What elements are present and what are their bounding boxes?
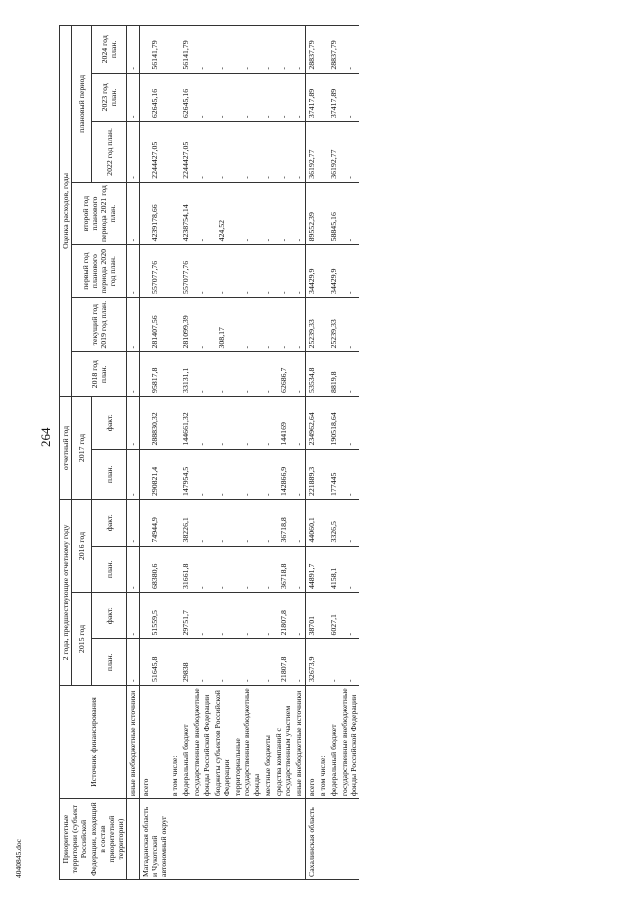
value-cell: 308,17 bbox=[212, 297, 232, 352]
value-cell: 56141,79 bbox=[139, 26, 169, 74]
value-cell bbox=[169, 182, 180, 245]
value-cell: - bbox=[328, 639, 339, 685]
value-cell: - bbox=[339, 182, 359, 245]
table-row bbox=[305, 26, 317, 880]
value-cell: 33131,1 bbox=[180, 352, 191, 396]
header-source: Источник финансирования bbox=[60, 685, 127, 798]
value-cell: - bbox=[191, 639, 211, 685]
header-estimate: Оценка расходов, годы bbox=[60, 26, 72, 397]
value-cell: - bbox=[339, 396, 359, 449]
value-cell: 142866,9 bbox=[273, 449, 293, 500]
value-cell bbox=[317, 546, 328, 592]
value-cell bbox=[317, 73, 328, 122]
value-cell: - bbox=[273, 73, 293, 122]
header-plan: план. bbox=[92, 639, 127, 685]
source-cell: средства компаний с государственным участием bbox=[273, 685, 293, 798]
header-fact: факт. bbox=[92, 396, 127, 449]
value-cell: - bbox=[339, 352, 359, 396]
source-cell: федеральный бюджет bbox=[328, 685, 339, 798]
territory-cell: Магаданская область и Чукотский автономный округ bbox=[139, 799, 169, 880]
source-cell: территориальные государственные внебюджетные фонды bbox=[232, 685, 262, 798]
value-cell: - bbox=[127, 593, 139, 639]
value-cell: - bbox=[262, 500, 273, 546]
value-cell: 44060,1 bbox=[305, 500, 317, 546]
value-cell: 28837,79 bbox=[328, 26, 339, 74]
value-cell: - bbox=[339, 73, 359, 122]
value-cell: 56141,79 bbox=[180, 26, 191, 74]
value-cell: - bbox=[127, 26, 139, 74]
value-cell: 34429,9 bbox=[305, 245, 317, 298]
value-cell: - bbox=[191, 297, 211, 352]
value-cell: - bbox=[273, 26, 293, 74]
value-cell: 8819,8 bbox=[328, 352, 339, 396]
value-cell: 44891,7 bbox=[305, 546, 317, 592]
value-cell: 557077,76 bbox=[139, 245, 169, 298]
value-cell: - bbox=[262, 396, 273, 449]
header-2016: 2016 год bbox=[72, 500, 92, 593]
value-cell: 234962,64 bbox=[305, 396, 317, 449]
value-cell: 144169 bbox=[273, 396, 293, 449]
value-cell bbox=[317, 500, 328, 546]
value-cell bbox=[169, 546, 180, 592]
value-cell: 34429,9 bbox=[328, 245, 339, 298]
value-cell: - bbox=[212, 449, 232, 500]
value-cell: 4238754,14 bbox=[180, 182, 191, 245]
value-cell: - bbox=[191, 396, 211, 449]
header-2018: 2018 год план. bbox=[72, 352, 127, 396]
value-cell bbox=[169, 245, 180, 298]
value-cell: 38701 bbox=[305, 593, 317, 639]
value-cell: - bbox=[232, 500, 262, 546]
value-cell: - bbox=[293, 639, 305, 685]
header-2019: текущий год 2019 год план. bbox=[72, 297, 127, 352]
value-cell: - bbox=[262, 449, 273, 500]
value-cell: - bbox=[232, 593, 262, 639]
value-cell: 4158,1 bbox=[328, 546, 339, 592]
value-cell: - bbox=[262, 593, 273, 639]
source-cell: федеральный бюджет bbox=[180, 685, 191, 798]
value-cell: - bbox=[293, 500, 305, 546]
value-cell: - bbox=[127, 245, 139, 298]
table-row bbox=[317, 26, 328, 880]
value-cell: - bbox=[191, 73, 211, 122]
value-cell: 147954,5 bbox=[180, 449, 191, 500]
value-cell: - bbox=[127, 449, 139, 500]
value-cell: - bbox=[232, 182, 262, 245]
value-cell: 6027,1 bbox=[328, 593, 339, 639]
table-row bbox=[339, 26, 359, 880]
header-plan: план. bbox=[92, 449, 127, 500]
value-cell: - bbox=[232, 26, 262, 74]
value-cell: - bbox=[262, 26, 273, 74]
territory-cell bbox=[317, 799, 328, 880]
value-cell: - bbox=[293, 26, 305, 74]
value-cell: 25239,33 bbox=[328, 297, 339, 352]
value-cell: 74944,9 bbox=[139, 500, 169, 546]
value-cell: - bbox=[262, 352, 273, 396]
value-cell: - bbox=[293, 352, 305, 396]
value-cell: - bbox=[232, 73, 262, 122]
value-cell: - bbox=[339, 500, 359, 546]
territory-cell bbox=[127, 799, 139, 880]
value-cell: 221889,3 bbox=[305, 449, 317, 500]
value-cell: 37417,89 bbox=[328, 73, 339, 122]
value-cell: - bbox=[232, 449, 262, 500]
header-plan: план. bbox=[92, 546, 127, 592]
value-cell: - bbox=[339, 297, 359, 352]
value-cell: - bbox=[191, 500, 211, 546]
value-cell: 68380,6 bbox=[139, 546, 169, 592]
value-cell: - bbox=[232, 245, 262, 298]
value-cell: - bbox=[232, 396, 262, 449]
value-cell: - bbox=[339, 245, 359, 298]
header-fact: факт. bbox=[92, 593, 127, 639]
territory-cell bbox=[328, 799, 339, 880]
table-row bbox=[180, 26, 191, 880]
value-cell: - bbox=[127, 500, 139, 546]
value-cell bbox=[169, 396, 180, 449]
value-cell: - bbox=[232, 639, 262, 685]
value-cell: - bbox=[127, 122, 139, 183]
source-cell: иные внебюджетные источники bbox=[127, 685, 139, 798]
header-2017: 2017 год bbox=[72, 396, 92, 499]
value-cell: 58845,16 bbox=[328, 182, 339, 245]
header-2022: 2022 год план. bbox=[92, 122, 127, 183]
value-cell: - bbox=[273, 182, 293, 245]
value-cell: 62645,16 bbox=[180, 73, 191, 122]
value-cell: - bbox=[232, 297, 262, 352]
value-cell: - bbox=[293, 396, 305, 449]
value-cell: - bbox=[212, 352, 232, 396]
value-cell: 51645,8 bbox=[139, 639, 169, 685]
value-cell bbox=[169, 73, 180, 122]
source-cell: в том числе: bbox=[317, 685, 328, 798]
value-cell: - bbox=[262, 297, 273, 352]
value-cell: - bbox=[262, 182, 273, 245]
value-cell: - bbox=[191, 449, 211, 500]
value-cell: 28837,79 bbox=[305, 26, 317, 74]
value-cell: - bbox=[127, 297, 139, 352]
territory-cell bbox=[232, 799, 262, 880]
value-cell: - bbox=[191, 352, 211, 396]
value-cell: - bbox=[191, 546, 211, 592]
value-cell: 89552,39 bbox=[305, 182, 317, 245]
value-cell bbox=[169, 449, 180, 500]
territory-cell: Сахалинская область bbox=[305, 799, 317, 880]
value-cell: - bbox=[262, 73, 273, 122]
value-cell: 2244427,05 bbox=[180, 122, 191, 183]
value-cell: - bbox=[293, 122, 305, 183]
header-territory: Приоритетные территории (субъект Российской Федерации, входящий в состав приоритетной территории) bbox=[60, 799, 127, 880]
source-cell: в том числе: bbox=[169, 685, 180, 798]
table-row bbox=[293, 26, 305, 880]
territory-cell bbox=[212, 799, 232, 880]
header-2021: второй год планового периода 2021 год план. bbox=[72, 182, 127, 245]
table-row bbox=[273, 26, 293, 880]
value-cell: 288830,32 bbox=[139, 396, 169, 449]
value-cell: - bbox=[212, 396, 232, 449]
value-cell: 177445 bbox=[328, 449, 339, 500]
value-cell bbox=[317, 26, 328, 74]
value-cell: - bbox=[232, 352, 262, 396]
value-cell: - bbox=[339, 546, 359, 592]
value-cell: - bbox=[339, 593, 359, 639]
territory-cell bbox=[273, 799, 293, 880]
value-cell: 62686,7 bbox=[273, 352, 293, 396]
value-cell: 36718,8 bbox=[273, 546, 293, 592]
value-cell: 38226,1 bbox=[180, 500, 191, 546]
table-row bbox=[139, 26, 169, 880]
value-cell: 2244427,05 bbox=[139, 122, 169, 183]
value-cell: 21807,8 bbox=[273, 639, 293, 685]
value-cell: 36192,77 bbox=[305, 122, 317, 183]
source-cell: бюджеты субъектов Российской Федерации bbox=[212, 685, 232, 798]
value-cell: 557077,76 bbox=[180, 245, 191, 298]
value-cell: - bbox=[293, 245, 305, 298]
value-cell: - bbox=[262, 546, 273, 592]
value-cell: - bbox=[262, 245, 273, 298]
table-row bbox=[262, 26, 273, 880]
source-cell: иные внебюджетные источники bbox=[293, 685, 305, 798]
value-cell bbox=[169, 639, 180, 685]
value-cell: 29838 bbox=[180, 639, 191, 685]
value-cell bbox=[317, 245, 328, 298]
value-cell: - bbox=[212, 245, 232, 298]
value-cell bbox=[317, 122, 328, 183]
value-cell: - bbox=[191, 593, 211, 639]
header-fact: факт. bbox=[92, 500, 127, 546]
value-cell: - bbox=[339, 122, 359, 183]
value-cell: - bbox=[127, 546, 139, 592]
value-cell: 32673,9 bbox=[305, 639, 317, 685]
value-cell bbox=[317, 396, 328, 449]
value-cell: - bbox=[191, 122, 211, 183]
rotated-table-wrapper bbox=[59, 25, 584, 880]
value-cell: - bbox=[262, 122, 273, 183]
value-cell bbox=[317, 449, 328, 500]
value-cell: - bbox=[339, 449, 359, 500]
value-cell: 281099,39 bbox=[180, 297, 191, 352]
value-cell: - bbox=[273, 297, 293, 352]
territory-cell bbox=[180, 799, 191, 880]
table-row bbox=[127, 26, 139, 880]
value-cell bbox=[169, 500, 180, 546]
value-cell: - bbox=[212, 26, 232, 74]
table-row bbox=[328, 26, 339, 880]
value-cell: 29751,7 bbox=[180, 593, 191, 639]
value-cell: - bbox=[127, 182, 139, 245]
value-cell: 424,52 bbox=[212, 182, 232, 245]
value-cell: - bbox=[293, 546, 305, 592]
value-cell: - bbox=[212, 546, 232, 592]
value-cell: 31661,8 bbox=[180, 546, 191, 592]
territory-cell bbox=[262, 799, 273, 880]
source-cell: всего bbox=[139, 685, 169, 798]
page-number: 264 bbox=[38, 427, 53, 447]
value-cell: - bbox=[293, 297, 305, 352]
header-two-years: 2 года, предшествующие отчетному году bbox=[60, 500, 72, 686]
value-cell bbox=[317, 352, 328, 396]
value-cell bbox=[169, 593, 180, 639]
source-cell: государственные внебюджетные фонды Российской Федерации bbox=[339, 685, 359, 798]
value-cell: 36718,8 bbox=[273, 500, 293, 546]
value-cell: 144661,32 bbox=[180, 396, 191, 449]
value-cell: - bbox=[212, 73, 232, 122]
territory-cell bbox=[169, 799, 180, 880]
header-planned-period: плановый период bbox=[72, 26, 92, 183]
value-cell: - bbox=[212, 639, 232, 685]
value-cell: - bbox=[127, 396, 139, 449]
value-cell: 3326,5 bbox=[328, 500, 339, 546]
value-cell: - bbox=[191, 245, 211, 298]
value-cell: 53534,8 bbox=[305, 352, 317, 396]
value-cell: - bbox=[339, 26, 359, 74]
value-cell: 36192,77 bbox=[328, 122, 339, 183]
value-cell: - bbox=[191, 26, 211, 74]
value-cell: 290821,4 bbox=[139, 449, 169, 500]
source-cell: всего bbox=[305, 685, 317, 798]
header-2020: первый год планового периода 2020 год план. bbox=[72, 245, 127, 298]
value-cell: - bbox=[127, 73, 139, 122]
value-cell: 37417,89 bbox=[305, 73, 317, 122]
territory-cell bbox=[191, 799, 211, 880]
value-cell bbox=[317, 297, 328, 352]
value-cell: - bbox=[127, 639, 139, 685]
footer-doc-name: 4040845.doc bbox=[14, 839, 23, 878]
table-row bbox=[212, 26, 232, 880]
value-cell: - bbox=[212, 122, 232, 183]
value-cell: - bbox=[293, 593, 305, 639]
value-cell bbox=[169, 352, 180, 396]
territory-cell bbox=[339, 799, 359, 880]
value-cell: 21807,8 bbox=[273, 593, 293, 639]
value-cell: - bbox=[191, 182, 211, 245]
value-cell: - bbox=[339, 639, 359, 685]
table-row bbox=[169, 26, 180, 880]
value-cell: 95817,8 bbox=[139, 352, 169, 396]
source-cell: государственные внебюджетные фонды Российской Федерации bbox=[191, 685, 211, 798]
table-body bbox=[127, 26, 360, 880]
territory-cell bbox=[293, 799, 305, 880]
value-cell: 281407,56 bbox=[139, 297, 169, 352]
financing-table bbox=[59, 25, 359, 880]
value-cell: 62645,16 bbox=[139, 73, 169, 122]
table-header bbox=[60, 26, 127, 880]
source-cell: местные бюджеты bbox=[262, 685, 273, 798]
table-row bbox=[232, 26, 262, 880]
value-cell bbox=[317, 182, 328, 245]
value-cell: - bbox=[293, 182, 305, 245]
value-cell: 51559,5 bbox=[139, 593, 169, 639]
header-2023: 2023 год план. bbox=[92, 73, 127, 122]
value-cell: - bbox=[273, 122, 293, 183]
value-cell: - bbox=[232, 546, 262, 592]
header-2015: 2015 год bbox=[72, 593, 92, 686]
table-row bbox=[191, 26, 211, 880]
value-cell: - bbox=[232, 122, 262, 183]
value-cell bbox=[317, 593, 328, 639]
value-cell: 4239178,66 bbox=[139, 182, 169, 245]
header-report-year: отчетный год bbox=[60, 396, 72, 499]
header-2024: 2024 год план. bbox=[92, 26, 127, 74]
value-cell: - bbox=[293, 73, 305, 122]
value-cell bbox=[317, 639, 328, 685]
value-cell: - bbox=[127, 352, 139, 396]
value-cell bbox=[169, 122, 180, 183]
value-cell: - bbox=[262, 639, 273, 685]
value-cell: - bbox=[273, 245, 293, 298]
value-cell bbox=[169, 297, 180, 352]
value-cell: - bbox=[212, 593, 232, 639]
value-cell: 25239,33 bbox=[305, 297, 317, 352]
value-cell: - bbox=[293, 449, 305, 500]
value-cell bbox=[169, 26, 180, 74]
value-cell: - bbox=[212, 500, 232, 546]
value-cell: 190518,64 bbox=[328, 396, 339, 449]
